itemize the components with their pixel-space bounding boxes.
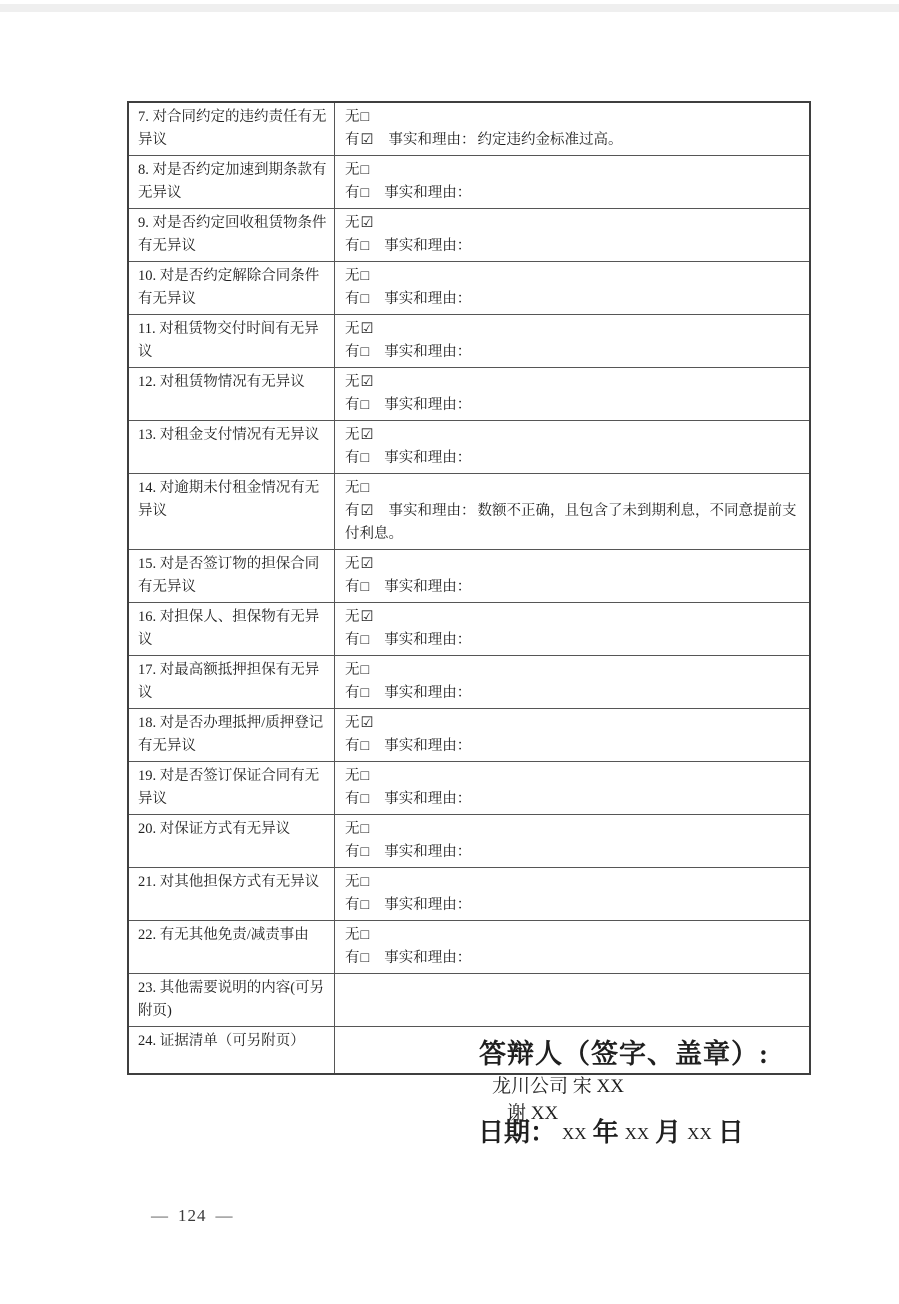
no-objection-label: 无 — [345, 109, 360, 125]
has-objection-label: 有 — [345, 632, 360, 648]
checkbox-checked-icon: ☑ — [360, 132, 374, 148]
table-row — [129, 762, 809, 815]
date-placeholder-segment: XX — [624, 1124, 650, 1143]
checkbox-checked-icon: ☑ — [360, 321, 374, 337]
no-objection-line — [345, 106, 799, 129]
question-cell: 16. 对担保人、担保物有无异议 — [129, 603, 335, 655]
facts-and-reasons-label: 事实和理由： — [384, 238, 472, 254]
respondent-signature-heading: 答辩人（签字、盖章）: — [479, 1039, 769, 1069]
checkbox-unchecked-icon: □ — [360, 238, 370, 254]
has-objection-label: 有 — [345, 397, 360, 413]
checkbox-unchecked-icon: □ — [360, 927, 370, 943]
has-objection-label: 有 — [345, 579, 360, 595]
table-row — [129, 974, 809, 1027]
no-objection-line — [345, 318, 799, 341]
no-objection-label: 无 — [345, 609, 360, 625]
no-objection-line — [345, 818, 799, 841]
has-objection-label: 有 — [345, 185, 360, 201]
table-row — [129, 709, 809, 762]
checkbox-unchecked-icon: □ — [360, 738, 370, 754]
has-objection-label: 有 — [345, 344, 360, 360]
answer-cell — [335, 156, 809, 208]
checkbox-unchecked-icon: □ — [360, 844, 370, 860]
has-objection-line — [345, 182, 799, 205]
facts-and-reasons-label: 事实和理由： — [384, 450, 472, 466]
table-row — [129, 921, 809, 974]
table-row — [129, 603, 809, 656]
table-row — [129, 550, 809, 603]
checkbox-checked-icon: ☑ — [360, 427, 374, 443]
table-row — [129, 421, 809, 474]
facts-and-reasons-label: 事实和理由： — [384, 685, 472, 701]
no-objection-line — [345, 871, 799, 894]
defense-form-table — [127, 101, 811, 1075]
facts-and-reasons-label: 事实和理由： — [384, 950, 472, 966]
date-label-segment: 日期： — [478, 1118, 557, 1147]
table-row — [129, 315, 809, 368]
no-objection-label: 无 — [345, 662, 360, 678]
facts-and-reasons-text: 数额不正确，且包含了未到期利息，不同意提前支付利息。 — [345, 503, 797, 542]
date-placeholder-segment: XX — [687, 1124, 712, 1143]
question-cell: 23. 其他需要说明的内容(可另附页) — [129, 974, 335, 1026]
respondent-name: 谢 XX — [507, 1103, 559, 1124]
facts-and-reasons-label: 事实和理由： — [384, 185, 472, 201]
answer-cell — [335, 921, 809, 973]
table-row — [129, 103, 809, 156]
answer-cell — [335, 603, 809, 655]
question-cell: 8. 对是否约定加速到期条款有无异议 — [129, 156, 335, 208]
has-objection-label: 有 — [345, 503, 360, 519]
checkbox-unchecked-icon: □ — [360, 579, 370, 595]
no-objection-label: 无 — [345, 215, 360, 231]
facts-and-reasons-label: 事实和理由： — [384, 632, 472, 648]
no-objection-line — [345, 606, 799, 629]
table-row — [129, 868, 809, 921]
facts-and-reasons-label: 事实和理由： — [384, 344, 472, 360]
checkbox-unchecked-icon: □ — [360, 632, 370, 648]
facts-and-reasons-label: 事实和理由： — [384, 738, 472, 754]
page-number — [142, 1206, 243, 1226]
table-row — [129, 209, 809, 262]
date-placeholder-segment: XX — [562, 1124, 587, 1143]
no-objection-line — [345, 477, 799, 500]
checkbox-unchecked-icon: □ — [360, 162, 370, 178]
answer-cell — [335, 815, 809, 867]
checkbox-checked-icon: ☑ — [360, 556, 374, 572]
answer-cell — [335, 368, 809, 420]
no-objection-line — [345, 371, 799, 394]
answer-cell — [335, 656, 809, 708]
has-objection-line — [345, 341, 799, 364]
question-cell: 15. 对是否签订物的担保合同有无异议 — [129, 550, 335, 602]
question-cell: 21. 对其他担保方式有无异议 — [129, 868, 335, 920]
has-objection-line — [345, 129, 799, 152]
has-objection-label: 有 — [345, 450, 360, 466]
question-cell: 22. 有无其他免责/减责事由 — [129, 921, 335, 973]
has-objection-line — [345, 394, 799, 417]
signature-date-line — [478, 1112, 744, 1149]
has-objection-label: 有 — [345, 238, 360, 254]
question-cell: 11. 对租赁物交付时间有无异议 — [129, 315, 335, 367]
no-objection-label: 无 — [345, 427, 360, 443]
table-row — [129, 368, 809, 421]
facts-and-reasons-label: 事实和理由： — [384, 791, 472, 807]
question-cell: 19. 对是否签订保证合同有无异议 — [129, 762, 335, 814]
checkbox-unchecked-icon: □ — [360, 397, 370, 413]
no-objection-line — [345, 265, 799, 288]
no-objection-line — [345, 659, 799, 682]
checkbox-checked-icon: ☑ — [360, 715, 374, 731]
no-objection-label: 无 — [345, 556, 360, 572]
has-objection-line — [345, 447, 799, 470]
page-number-dash: — — [151, 1206, 169, 1225]
page-number-value: 124 — [178, 1206, 207, 1225]
no-objection-line — [345, 553, 799, 576]
answer-cell — [335, 762, 809, 814]
answer-cell — [335, 550, 809, 602]
answer-cell — [335, 103, 809, 155]
no-objection-label: 无 — [345, 321, 360, 337]
question-cell: 13. 对租金支付情况有无异议 — [129, 421, 335, 473]
checkbox-checked-icon: ☑ — [360, 503, 374, 519]
question-cell: 10. 对是否约定解除合同条件有无异议 — [129, 262, 335, 314]
has-objection-label: 有 — [345, 950, 360, 966]
question-cell: 12. 对租赁物情况有无异议 — [129, 368, 335, 420]
question-cell: 24. 证据清单（可另附页） — [129, 1027, 335, 1073]
answer-cell — [335, 474, 809, 549]
has-objection-line — [345, 576, 799, 599]
has-objection-label: 有 — [345, 738, 360, 754]
has-objection-label: 有 — [345, 685, 360, 701]
checkbox-checked-icon: ☑ — [360, 374, 374, 390]
checkbox-unchecked-icon: □ — [360, 185, 370, 201]
no-objection-label: 无 — [345, 268, 360, 284]
has-objection-line — [345, 947, 799, 970]
has-objection-label: 有 — [345, 897, 360, 913]
question-cell: 14. 对逾期未付租金情况有无异议 — [129, 474, 335, 549]
has-objection-line — [345, 500, 799, 546]
checkbox-unchecked-icon: □ — [360, 897, 370, 913]
date-label-segment: 日 — [717, 1118, 744, 1147]
has-objection-line — [345, 288, 799, 311]
checkbox-checked-icon: ☑ — [360, 215, 374, 231]
checkbox-unchecked-icon: □ — [360, 874, 370, 890]
no-objection-line — [345, 212, 799, 235]
checkbox-unchecked-icon: □ — [360, 480, 370, 496]
has-objection-line — [345, 788, 799, 811]
has-objection-label: 有 — [345, 291, 360, 307]
no-objection-line — [345, 712, 799, 735]
has-objection-line — [345, 682, 799, 705]
checkbox-unchecked-icon: □ — [360, 791, 370, 807]
table-row — [129, 656, 809, 709]
facts-and-reasons-label: 事实和理由： — [384, 579, 472, 595]
checkbox-unchecked-icon: □ — [360, 268, 370, 284]
checkbox-unchecked-icon: □ — [360, 450, 370, 466]
checkbox-unchecked-icon: □ — [360, 662, 370, 678]
no-objection-line — [345, 924, 799, 947]
has-objection-line — [345, 894, 799, 917]
answer-cell — [335, 974, 809, 1026]
answer-cell — [335, 421, 809, 473]
no-objection-label: 无 — [345, 162, 360, 178]
question-cell: 17. 对最高额抵押担保有无异议 — [129, 656, 335, 708]
no-objection-label: 无 — [345, 715, 360, 731]
facts-and-reasons-label: 事实和理由： — [384, 291, 472, 307]
no-objection-label: 无 — [345, 768, 360, 784]
has-objection-label: 有 — [345, 844, 360, 860]
checkbox-unchecked-icon: □ — [360, 950, 370, 966]
facts-and-reasons-label: 事实和理由： — [388, 503, 476, 519]
question-cell: 7. 对合同约定的违约责任有无异议 — [129, 103, 335, 155]
answer-cell — [335, 262, 809, 314]
respondent-name: 龙川公司 宋 XX — [492, 1076, 624, 1097]
has-objection-line — [345, 841, 799, 864]
facts-and-reasons-label: 事实和理由： — [384, 844, 472, 860]
has-objection-label: 有 — [345, 791, 360, 807]
page-number-dash: — — [215, 1206, 234, 1225]
facts-and-reasons-label: 事实和理由： — [384, 397, 472, 413]
no-objection-line — [345, 765, 799, 788]
checkbox-unchecked-icon: □ — [360, 685, 370, 701]
checkbox-unchecked-icon: □ — [360, 109, 370, 125]
no-objection-line — [345, 159, 799, 182]
has-objection-line — [345, 735, 799, 758]
date-label-segment: 年 — [592, 1118, 619, 1147]
answer-cell — [335, 709, 809, 761]
checkbox-unchecked-icon: □ — [360, 768, 370, 784]
facts-and-reasons-label: 事实和理由： — [384, 897, 472, 913]
no-objection-label: 无 — [345, 874, 360, 890]
no-objection-label: 无 — [345, 821, 360, 837]
checkbox-unchecked-icon: □ — [360, 344, 370, 360]
answer-cell — [335, 209, 809, 261]
date-label-segment: 月 — [655, 1118, 682, 1147]
table-row — [129, 815, 809, 868]
facts-and-reasons-label: 事实和理由： — [388, 132, 476, 148]
no-objection-label: 无 — [345, 374, 360, 390]
no-objection-label: 无 — [345, 927, 360, 943]
table-row — [129, 474, 809, 550]
checkbox-checked-icon: ☑ — [360, 609, 374, 625]
has-objection-line — [345, 235, 799, 258]
question-cell: 20. 对保证方式有无异议 — [129, 815, 335, 867]
question-cell: 9. 对是否约定回收租赁物条件有无异议 — [129, 209, 335, 261]
no-objection-line — [345, 424, 799, 447]
question-cell: 18. 对是否办理抵押/质押登记有无异议 — [129, 709, 335, 761]
answer-cell — [335, 315, 809, 367]
has-objection-line — [345, 629, 799, 652]
has-objection-label: 有 — [345, 132, 360, 148]
checkbox-unchecked-icon: □ — [360, 821, 370, 837]
scan-edge-strip — [0, 4, 899, 12]
facts-and-reasons-text: 约定违约金标准过高。 — [477, 132, 623, 148]
answer-cell — [335, 868, 809, 920]
no-objection-label: 无 — [345, 480, 360, 496]
table-row — [129, 262, 809, 315]
table-row — [129, 156, 809, 209]
checkbox-unchecked-icon: □ — [360, 291, 370, 307]
